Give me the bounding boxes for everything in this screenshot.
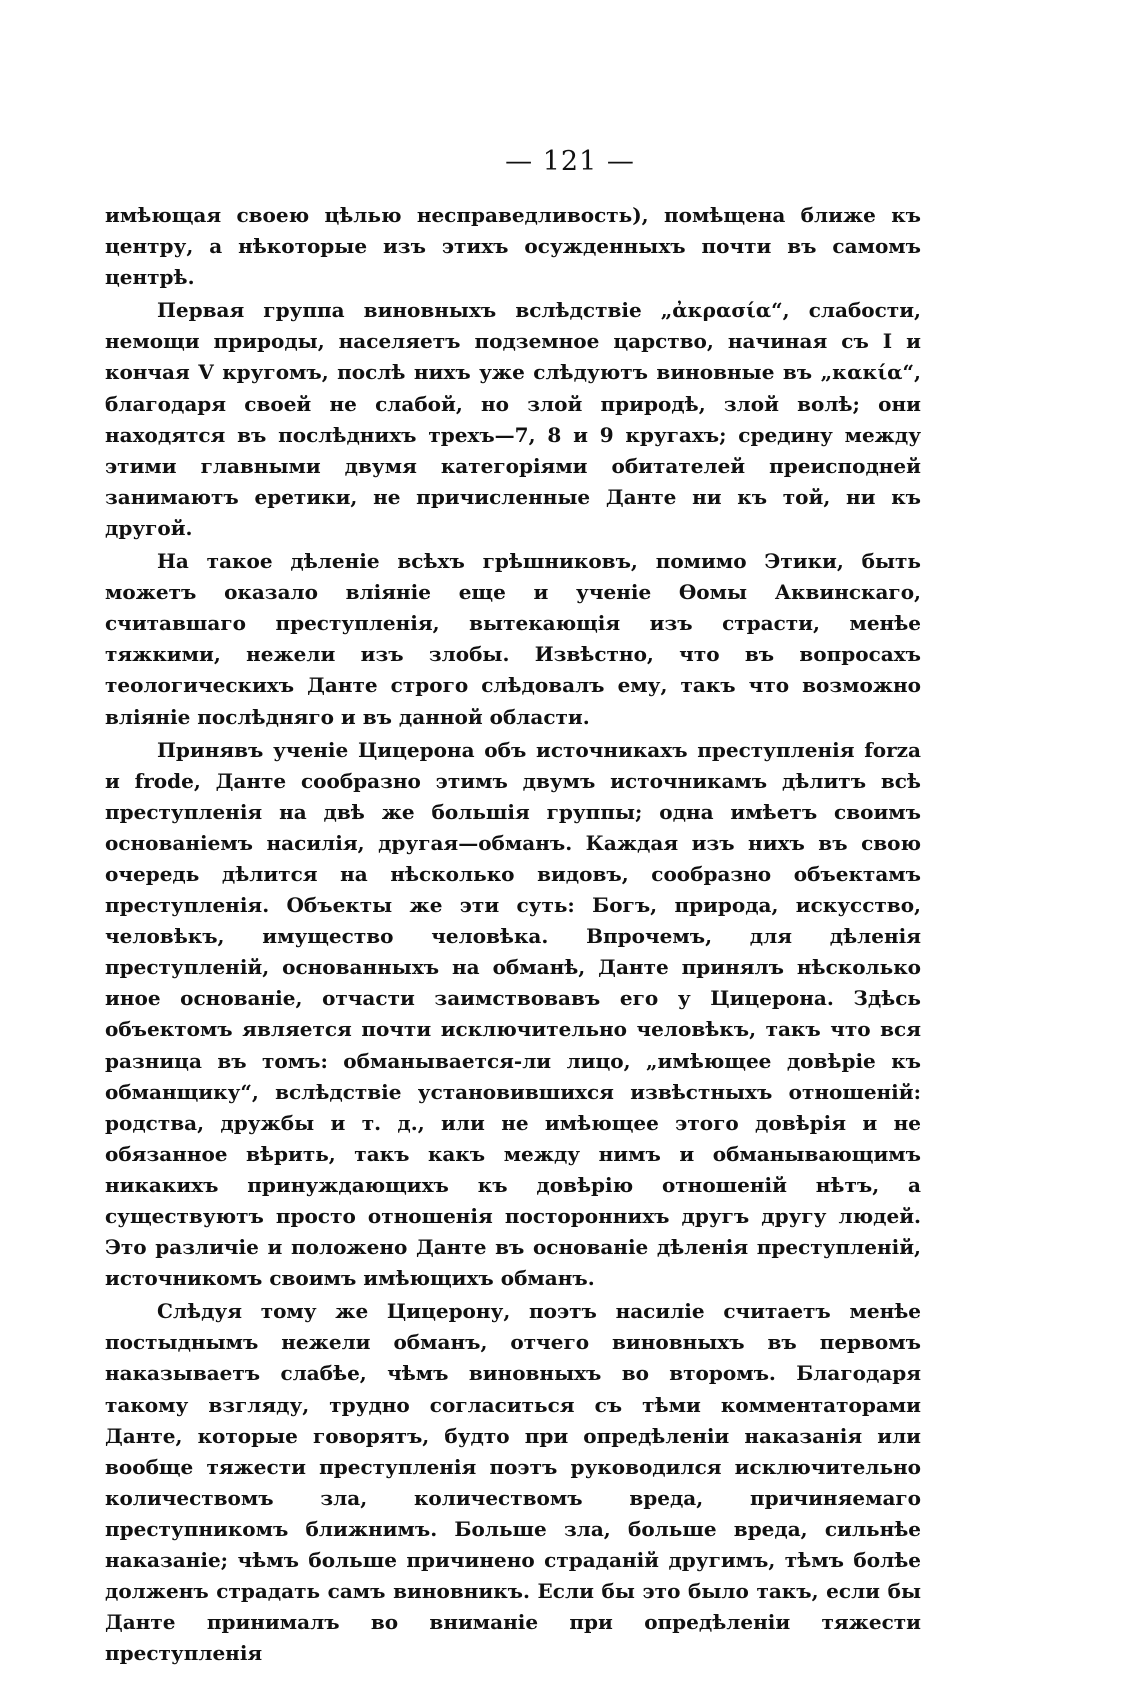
paragraph-2: Первая группа виновныхъ вслѣдствіе „ἀκρασία“, слабости, немощи природы, населяетъ подземное царство, начиная съ I и кончая V кругомъ, послѣ нихъ уже слѣдуютъ виновные въ „κακία“, благодаря своей не слабой, но злой природѣ, злой волѣ; они находятся въ послѣднихъ трехъ—7, 8 и 9 кругахъ; средину между этими главными двумя категоріями обитателей преисподней занимаютъ еретики, не причисленные Данте ни къ той, ни къ другой.: [105, 298, 921, 540]
paragraph-5: Слѣдуя тому же Цицерону, поэтъ насиліе считаетъ менѣе постыднымъ нежели обманъ, отчего виновныхъ въ первомъ наказываетъ слабѣе, чѣмъ виновныхъ во второмъ. Благодаря такому взгляду, трудно согласиться съ тѣми комментаторами Данте, которые говорятъ, будто при опредѣленіи наказанія или вообще тяжести преступленія поэтъ руководился исключительно количествомъ зла, количествомъ вреда, причиняемаго преступникомъ ближнимъ. Больше зла, больше вреда, сильнѣе наказаніе; чѣмъ больше причинено страданій другимъ, тѣмъ болѣе долженъ страдать самъ виновникъ. Если бы это было такъ, если бы Данте принималъ во вниманіе при опредѣленіи тяжести преступленія: [105, 1299, 921, 1666]
paragraph-4: Принявъ ученіе Цицерона объ источникахъ преступленія forza и frode, Данте сообразно этимъ двумъ источникамъ дѣлитъ всѣ преступленія на двѣ же большія группы; одна имѣетъ своимъ основаніемъ насилія, другая—обманъ. Каждая изъ нихъ въ свою очередь дѣлится на нѣсколько видовъ, сообразно объектамъ преступленія. Объекты же эти суть: Богъ, природа, искусство, человѣкъ, имущество человѣка. Впрочемъ, для дѣленія преступленій, основанныхъ на обманѣ, Данте принялъ нѣсколько иное основаніе, отчасти заимствовавъ его у Цицерона. Здѣсь объектомъ является почти исключительно человѣкъ, такъ что вся разница въ томъ: обманывается-ли лицо, „имѣющее довѣріе къ обманщику“, вслѣдствіе установившихся извѣстныхъ отношеній: родства, дружбы и т. д., или не имѣющее этого довѣрія и не обязанное вѣрить, такъ какъ между нимъ и обманывающимъ никакихъ принуждающихъ къ довѣрію отношеній нѣтъ, а существуютъ просто отношенія постороннихъ другъ другу людей. Это различіе и положено Данте въ основаніе дѣленія преступленій, источникомъ своимъ имѣющихъ обманъ.: [105, 737, 921, 1291]
paragraph-3: На такое дѣленіе всѣхъ грѣшниковъ, помимо Этики, быть можетъ оказало вліяніе еще и ученіе Ѳомы Аквинскаго, считавшаго преступленія, вытекающія изъ страсти, менѣе тяжкими, нежели изъ злобы. Извѣстно, что въ вопросахъ теологическихъ Данте строго слѣдовалъ ему, такъ что возможно вліяніе послѣдняго и въ данной области.: [105, 549, 921, 729]
paragraph-1: имѣющая своею цѣлью несправедливость), помѣщена ближе къ центру, а нѣкоторые изъ этихъ осужденныхъ почти въ самомъ центрѣ.: [105, 203, 921, 290]
page-number: — 121 —: [505, 146, 635, 177]
body-text: [105, 200, 921, 1669]
